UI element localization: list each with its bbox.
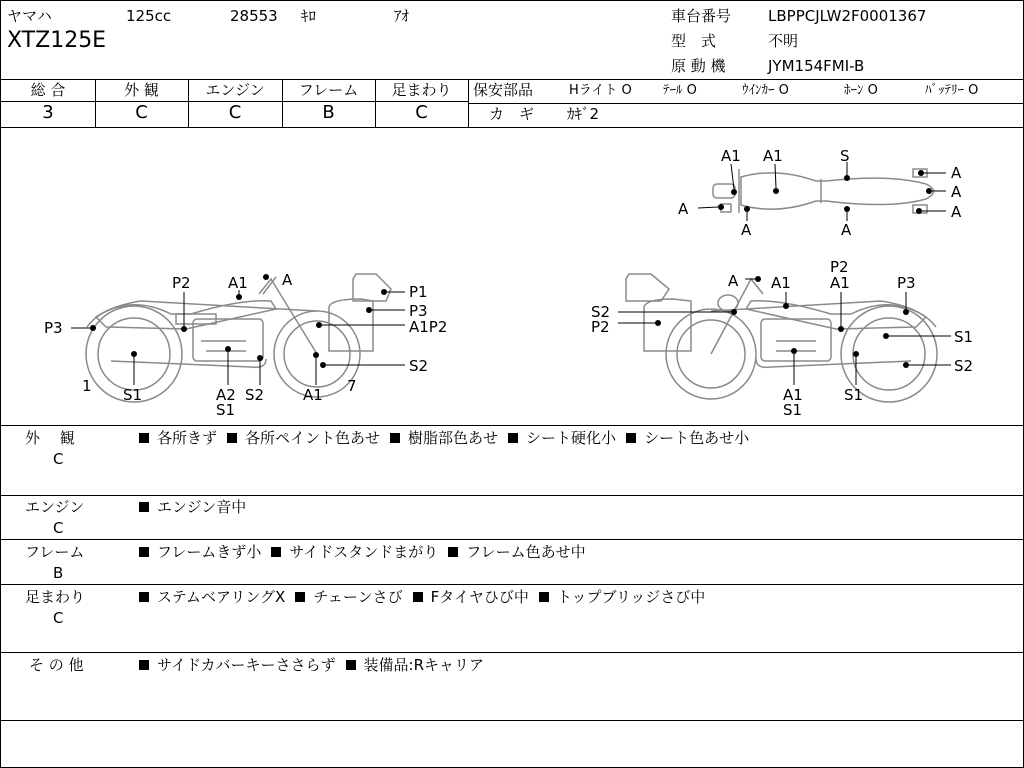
right-label: S2 xyxy=(591,303,611,321)
left-label: 7 xyxy=(347,377,357,395)
left-label: P2 xyxy=(172,274,191,292)
comment-title-other: そ の 他 xyxy=(29,656,84,674)
comment-grade-frame: B xyxy=(53,564,64,582)
comment-items-other: サイドカバーキーささらず 装備品:Rキャリア xyxy=(139,656,484,674)
right-label: S1 xyxy=(844,386,864,404)
comment-title-suspension: 足まわり xyxy=(25,588,86,606)
left-label: 1 xyxy=(82,377,92,395)
score-suspension: C xyxy=(415,102,428,123)
divider xyxy=(1,495,1023,496)
left-label: A2 xyxy=(216,386,236,404)
divider xyxy=(1,720,1023,721)
bullet-icon xyxy=(413,592,423,602)
right-label: S1 xyxy=(954,328,974,346)
comment-title-engine: エンジン xyxy=(25,498,85,516)
divider xyxy=(1,127,1023,128)
score-header-frame: フレーム xyxy=(298,81,359,99)
score-header-overall: 総 合 xyxy=(30,81,66,99)
color-value: ｱｵ xyxy=(394,7,410,25)
safety-parts-title: 保安部品 xyxy=(473,81,534,99)
comment-items-suspension: ステムベアリングX チェーンさび Fタイヤひび中 トップブリッジさび中 xyxy=(139,588,705,606)
right-label: A1 xyxy=(771,274,791,292)
score-overall: 3 xyxy=(42,102,54,123)
comment-title-frame: フレーム xyxy=(25,543,85,561)
bullet-icon xyxy=(295,592,305,602)
score-frame: B xyxy=(322,102,335,123)
top-label: A1 xyxy=(763,147,783,165)
bullet-icon xyxy=(227,433,237,443)
safety-item-horn: ﾎｰﾝ O xyxy=(844,83,878,98)
damage-diagram xyxy=(1,129,1023,425)
model-name: XTZ125E xyxy=(7,28,107,53)
score-header-exterior: 外 観 xyxy=(124,81,159,99)
mileage: 28553 xyxy=(230,7,278,25)
key-value: ｶｷﾞ2 xyxy=(567,105,600,123)
engine-model-value: JYM154FMI-B xyxy=(768,57,865,75)
type-value: 不明 xyxy=(768,32,799,50)
left-label: A1P2 xyxy=(409,318,448,336)
top-label: A xyxy=(951,183,962,201)
bullet-icon xyxy=(539,592,549,602)
right-label: S1 xyxy=(783,401,803,419)
comment-items-exterior: 各所きず 各所ペイント色あせ 樹脂部色あせ シート硬化小 シート色あせ小 xyxy=(139,429,749,447)
left-label: S1 xyxy=(216,401,236,419)
displacement: 125cc xyxy=(126,7,172,25)
divider xyxy=(468,79,469,127)
divider xyxy=(1,652,1023,653)
comment-grade-exterior: C xyxy=(53,450,64,468)
divider xyxy=(1,584,1023,585)
mileage-unit: ｷﾛ xyxy=(301,7,317,25)
top-label: A xyxy=(841,221,852,239)
left-label: S2 xyxy=(409,357,429,375)
safety-item-headlight: Hライト O xyxy=(569,83,632,98)
left-label: A1 xyxy=(303,386,323,404)
safety-item-winker: ｳｲﾝｶｰ O xyxy=(742,83,789,98)
divider xyxy=(1,539,1023,540)
type-label: 型 式 xyxy=(671,32,717,50)
left-label: P3 xyxy=(44,319,63,337)
right-label: A1 xyxy=(783,386,803,404)
safety-item-battery: ﾊﾞｯﾃﾘｰ O xyxy=(925,83,979,98)
left-label: A xyxy=(282,271,293,289)
right-label: S2 xyxy=(954,357,974,375)
score-engine: C xyxy=(228,102,242,123)
top-label: S xyxy=(840,147,850,165)
motorcycle-right-side-view xyxy=(626,274,937,402)
score-header-engine: エンジン xyxy=(205,81,265,99)
right-label: A1 xyxy=(830,274,850,292)
score-exterior: C xyxy=(135,102,148,123)
comment-title-exterior: 外 観 xyxy=(25,429,75,447)
bullet-icon xyxy=(139,592,149,602)
left-label: A1 xyxy=(228,274,248,292)
top-label: A xyxy=(678,200,689,218)
divider xyxy=(1,425,1023,426)
right-label: P2 xyxy=(591,318,610,336)
divider xyxy=(1,79,1023,80)
bullet-icon xyxy=(390,433,400,443)
top-label: A1 xyxy=(721,147,741,165)
comment-grade-engine: C xyxy=(53,519,64,537)
bullet-icon xyxy=(626,433,636,443)
top-label: A xyxy=(951,164,962,182)
right-label: P2 xyxy=(830,258,849,276)
bullet-icon xyxy=(139,433,149,443)
key-label: カ ギ xyxy=(489,105,535,123)
comment-grade-suspension: C xyxy=(53,609,64,627)
bullet-icon xyxy=(508,433,518,443)
engine-model-label: 原 動 機 xyxy=(671,57,726,75)
left-label: S1 xyxy=(123,386,143,404)
comment-items-frame: フレームきず小 サイドスタンドまがり フレーム色あせ中 xyxy=(139,543,586,561)
bullet-icon xyxy=(139,547,149,557)
bullet-icon xyxy=(271,547,281,557)
score-header-suspension: 足まわり xyxy=(391,81,452,99)
bullet-icon xyxy=(448,547,458,557)
right-label: A xyxy=(728,272,739,290)
safety-item-tail: ﾃｰﾙ O xyxy=(663,83,697,98)
left-label: P3 xyxy=(409,302,428,320)
right-label: P3 xyxy=(897,274,916,292)
bullet-icon xyxy=(139,502,149,512)
maker-name: ヤマハ xyxy=(7,7,52,25)
top-label: A xyxy=(951,203,962,221)
comment-items-engine: エンジン音中 xyxy=(139,498,246,516)
frame-number: LBPPCJLW2F0001367 xyxy=(768,7,927,25)
left-label: S2 xyxy=(245,386,265,404)
bullet-icon xyxy=(139,660,149,670)
top-label: A xyxy=(741,221,752,239)
left-label: P1 xyxy=(409,283,428,301)
bullet-icon xyxy=(346,660,356,670)
frame-number-label: 車台番号 xyxy=(671,7,732,25)
divider xyxy=(468,103,1023,104)
